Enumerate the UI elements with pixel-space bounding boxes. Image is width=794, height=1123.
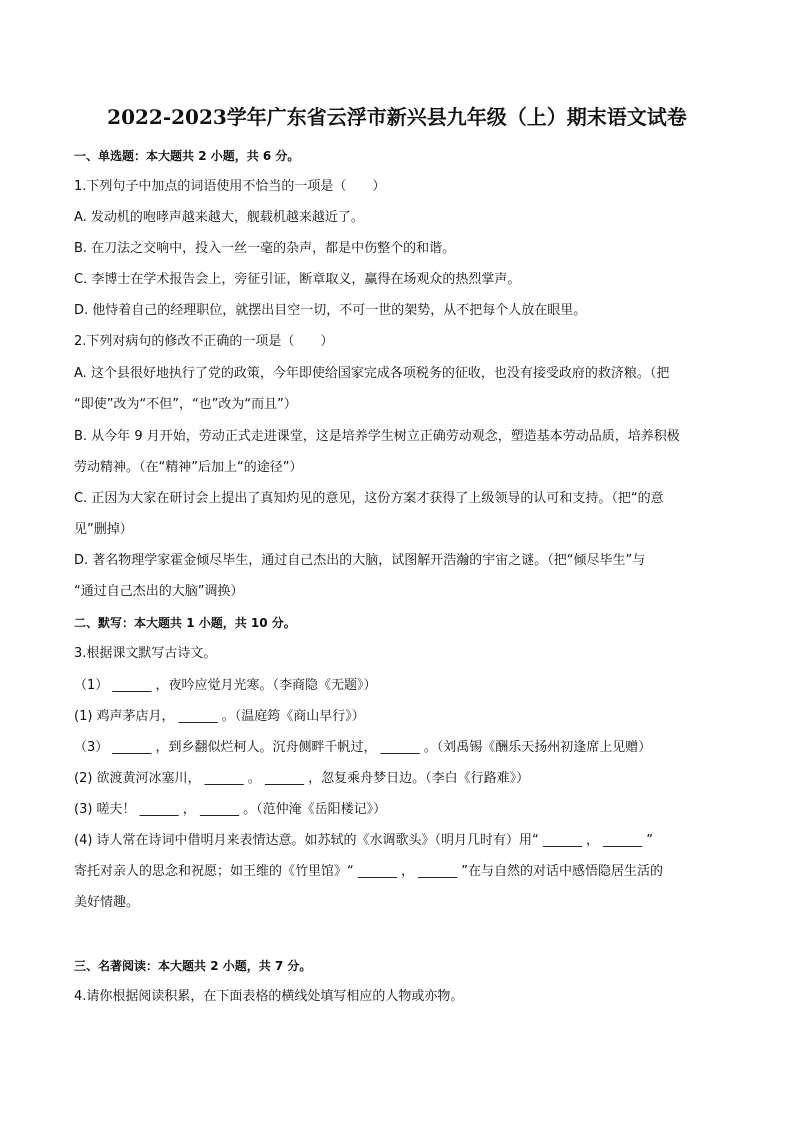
section-desc: 本大题共 1 小题，共 10 分。 bbox=[134, 616, 296, 630]
option-2c-line1: C. 正因为大家在研讨会上提出了真知灼见的意见，这份方案才获得了上级领导的认可和支持。（把“的意 bbox=[74, 491, 664, 506]
question-4: 4.请你根据阅读积累，在下面表格的横线处填写相应的人物或亦物。 bbox=[74, 989, 464, 1004]
section-desc: 本大题共 2 小题，共 6 分。 bbox=[146, 149, 300, 163]
section-desc: 本大题共 2 小题，共 7 分。 bbox=[158, 959, 312, 973]
option-2d-line1: D. 著名物理学家霍金倾尽毕生，通过自己杰出的大脑，试图解开浩瀚的宇宙之谜。（把“倾尽毕生”与 bbox=[74, 553, 646, 568]
question-1: 1.下列句子中加点的词语使用不恰当的一项是（ ） bbox=[74, 179, 386, 194]
section-heading-classics bbox=[74, 956, 734, 976]
section-label: 二、默写： bbox=[74, 616, 135, 630]
question-3-item-4: (2) 欲渡黄河冰塞川， ______ 。 ______ ，忽复乘舟梦日边。（李白《行路难》） bbox=[74, 771, 530, 786]
option-1b: B. 在刀法之交响中，投入一丝一毫的杂声，都是中伤整个的和谐。 bbox=[74, 241, 456, 256]
page-title: 2022-2023学年广东省云浮市新兴县九年级（上）期末语文试卷 bbox=[107, 105, 687, 129]
question-3-item-5: (3) 嗟夫！ ______ ， ______ 。（范仲淹《岳阳楼记》） bbox=[74, 802, 387, 817]
question-3-item-6-line3: 美好情趣。 bbox=[74, 895, 140, 910]
question-3-item-1: （1） ______ ，夜吟应觉月光寒。（李商隐《无题》） bbox=[74, 678, 377, 693]
option-1c: C. 李博士在学术报告会上，旁征引证，断章取义，赢得在场观众的热烈掌声。 bbox=[74, 272, 521, 287]
section-label: 三、名著阅读： bbox=[74, 959, 159, 973]
question-3-item-6-line2: 寄托对亲人的思念和祝愿；如王维的《竹里馆》“ ______ ， ______ ”在与自然的对话中感悟隐居生活的 bbox=[74, 864, 663, 879]
option-2a-line1: A. 这个县很好地执行了党的政策，今年即使给国家完成各项税务的征收，也没有接受政府的救济粮。（把 bbox=[74, 366, 670, 381]
section-label: 一、单选题： bbox=[74, 149, 147, 163]
option-2b-line1: B. 从今年 9 月开始，劳动正式走进课堂，这是培养学生树立正确劳动观念，塑造基本劳动品质，培养积极 bbox=[74, 429, 680, 444]
question-2: 2.下列对病句的修改不正确的一项是（ ） bbox=[74, 334, 334, 349]
option-1a: A. 发动机的咆哮声越来越大，舰载机越来越近了。 bbox=[74, 210, 364, 225]
question-3-item-6-line1: (4) 诗人常在诗词中借明月来表情达意。如苏轼的《水调歌头》（明月几时有）用“ ______ ， ______ ” bbox=[74, 833, 654, 848]
section-heading-single-choice bbox=[74, 146, 734, 166]
option-2c-line2: 见”删掉） bbox=[74, 522, 133, 537]
option-1d: D. 他恃着自己的经理职位，就摆出目空一切，不可一世的架势，从不把每个人放在眼里。 bbox=[74, 303, 587, 318]
question-3: 3.根据课文默写古诗文。 bbox=[74, 646, 217, 661]
section-heading-dictation bbox=[74, 613, 734, 633]
option-2a-line2: “即使”改为“不但”，“也”改为“而且”） bbox=[74, 397, 297, 412]
option-2d-line2: “通过自己杰出的大脑”调换） bbox=[74, 584, 244, 599]
question-3-item-3: （3） ______ ，到乡翻似烂柯人。沉舟侧畔千帆过， ______ 。（刘禹锡《酬乐天扬州初逢席上见赠） bbox=[74, 740, 652, 755]
option-2b-line2: 劳动精神。（在“精神”后加上“的途径”） bbox=[74, 460, 303, 475]
question-3-item-2: (1) 鸡声茅店月， ______ 。（温庭筠《商山早行》） bbox=[74, 709, 365, 724]
